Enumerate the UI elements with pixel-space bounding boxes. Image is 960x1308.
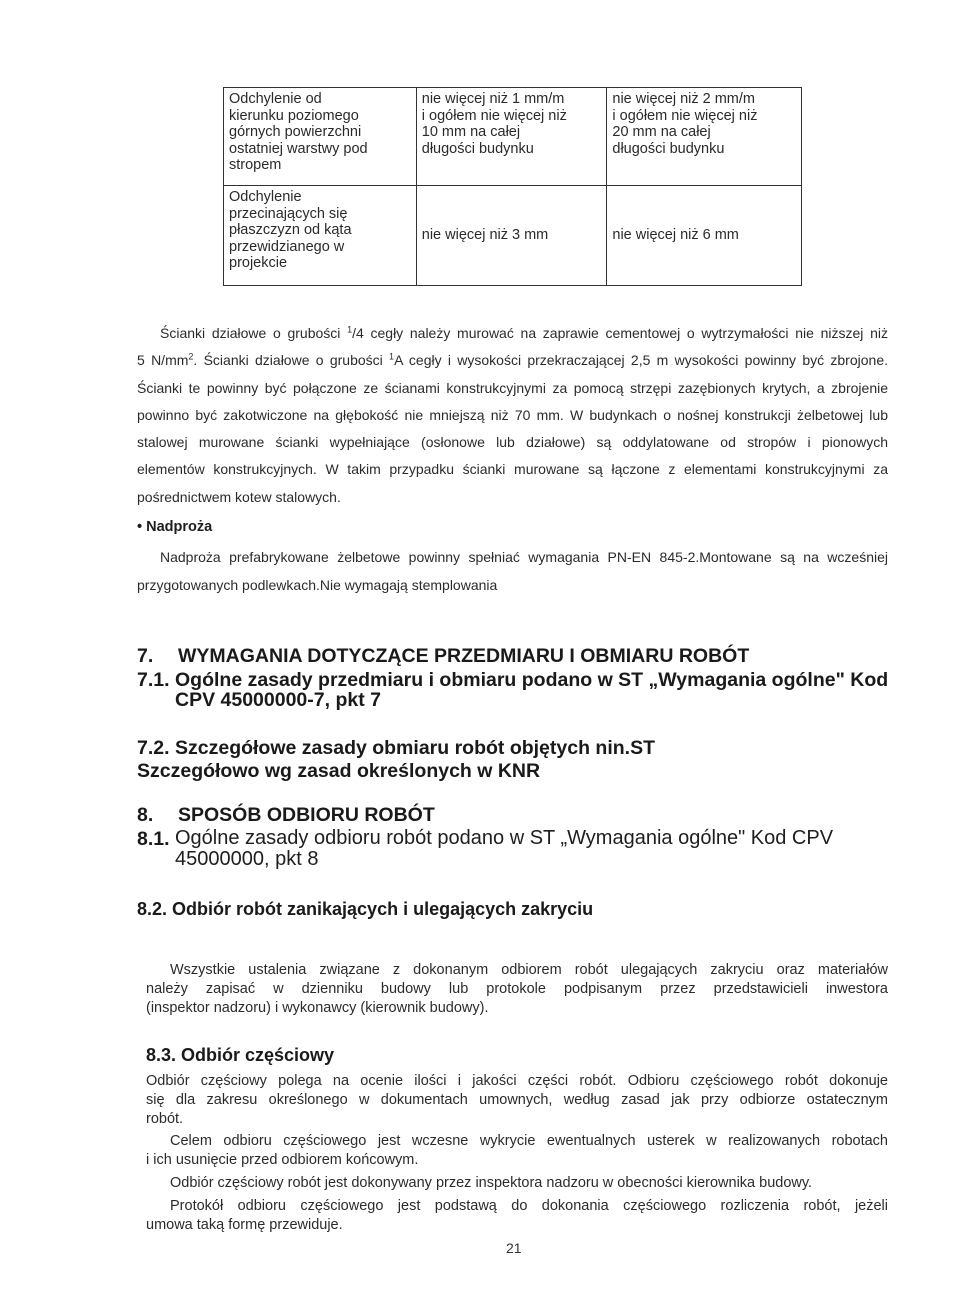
- table-cell: nie więcej niż 2 mm/m i ogółem nie więcej niż 20 mm na całej długości budynku: [607, 88, 802, 186]
- table-cell: nie więcej niż 3 mm: [416, 186, 607, 286]
- subsection-title: Ogólne zasady odbioru robót podano w ST „Wymagania ogólne" Kod CPV: [175, 827, 834, 849]
- paragraph-line: Odbiór częściowy robót jest dokonywany przez inspektora nadzoru w obecności kierownika budowy.: [170, 1175, 813, 1191]
- subsection-heading: 8.3. Odbiór częściowy: [146, 1045, 335, 1065]
- paragraph-line: Celem odbioru częściowego jest wczesne wykrycie ewentualnych usterek w realizowanych robotach: [170, 1133, 888, 1149]
- table-cell: nie więcej niż 6 mm: [607, 186, 802, 286]
- paragraph-line: się dla zakresu określonego w dokumentach umownych, według zasad jak przy odbiorze ostatecznym: [146, 1092, 888, 1108]
- walls-line: stalowej murowane ścianki wypełniające (osłonowe lub działowe) są oddylatowane od stropów i pionowych: [137, 434, 888, 450]
- paragraph-line: i ich usunięcie przed odbiorem końcowym.: [146, 1152, 419, 1168]
- lintels-line: Nadproża prefabrykowane żelbetowe powinny spełniać wymagania PN-EN 845-2.Montowane są na wcześniej: [160, 549, 888, 565]
- walls-line: Ścianki działowe o grubości $^1$/4 cegły należy murować na zaprawie cementowej o wytrzymałości nie niższej niż: [160, 324, 889, 341]
- lintels-line: przygotowanych podlewkach.Nie wymagają stemplowania: [137, 577, 498, 593]
- walls-line: elementów konstrukcyjnych. W takim przypadku ścianki murowane są łączone z elementami konstrukcyjnymi za: [137, 461, 888, 477]
- subsection-number: 7.2.: [137, 737, 170, 759]
- lintels-heading: • Nadproża: [137, 519, 213, 535]
- subsection-title: CPV 45000000-7, pkt 7: [175, 689, 381, 711]
- subsection-number: 8.1.: [137, 828, 170, 850]
- paragraph-line: umowa taką formę przewiduje.: [146, 1217, 343, 1233]
- table-row: [224, 186, 802, 286]
- subsection-title: Ogólne zasady przedmiaru i obmiaru podano w ST „Wymagania ogólne" Kod: [175, 669, 889, 691]
- paragraph-line: robót.: [146, 1111, 184, 1127]
- table-cell-label: Odchylenie przecinających się płaszczyzn od kąta przewidzianego w projekcie: [224, 186, 417, 286]
- subsection-heading: 8.2. Odbiór robót zanikających i ulegających zakryciu: [137, 899, 594, 919]
- section-title: WYMAGANIA DOTYCZĄCE PRZEDMIARU I OBMIARU ROBÓT: [178, 645, 750, 667]
- walls-line: Ścianki te powinny być połączone ze ścianami konstrukcyjnymi za pomocą strzępi zazębionych krytych, a zbrojenie: [137, 380, 888, 396]
- section-number: 7.: [137, 645, 154, 667]
- subsection-title: Szczegółowo wg zasad określonych w KNR: [137, 760, 541, 782]
- paragraph-line: Odbiór częściowy polega na ocenie ilości i jakości części robót. Odbioru częściowego robót dokonuje: [146, 1073, 888, 1089]
- walls-line: 5 $N/mm^2$. Ścianki działowe o grubości $^1$A cegły i wysokości przekraczającej 2,5 m wysokości powinny być zbrojone.: [137, 351, 888, 368]
- section-number: 8.: [137, 804, 154, 826]
- tolerance-table: [223, 87, 802, 286]
- table-row: [224, 88, 802, 186]
- table-cell-label: Odchylenie od kierunku poziomego górnych powierzchni ostatniej warstwy pod stropem: [224, 88, 417, 186]
- subsection-title: Szczegółowe zasady obmiaru robót objętych nin.ST: [175, 737, 655, 759]
- walls-line: pośrednictwem kotew stalowych.: [137, 489, 341, 505]
- subsection-title: 45000000, pkt 8: [175, 848, 319, 870]
- section-title: SPOSÓB ODBIORU ROBÓT: [178, 804, 435, 826]
- page-number: 21: [506, 1240, 522, 1256]
- table-cell: nie więcej niż 1 mm/m i ogółem nie więcej niż 10 mm na całej długości budynku: [416, 88, 607, 186]
- paragraph-line: (inspektor nadzoru) i wykonawcy (kierownik budowy).: [146, 1000, 489, 1016]
- subsection-number: 7.1.: [137, 669, 170, 691]
- paragraph-line: Protokół odbioru częściowego jest podstawą do dokonania częściowego rozliczenia robót, jeżeli: [170, 1198, 888, 1214]
- paragraph-line: należy zapisać w dzienniku budowy lub protokole podpisanym przez przedstawicieli inwestora: [146, 981, 888, 997]
- walls-line: powinno być zakotwiczone na głębokość nie mniejszą niż 70 mm. W budynkach o nośnej konstrukcji żelbetowej lub: [137, 407, 888, 423]
- paragraph-line: Wszystkie ustalenia związane z dokonanym odbiorem robót ulegających zakryciu oraz materiałów: [170, 962, 888, 978]
